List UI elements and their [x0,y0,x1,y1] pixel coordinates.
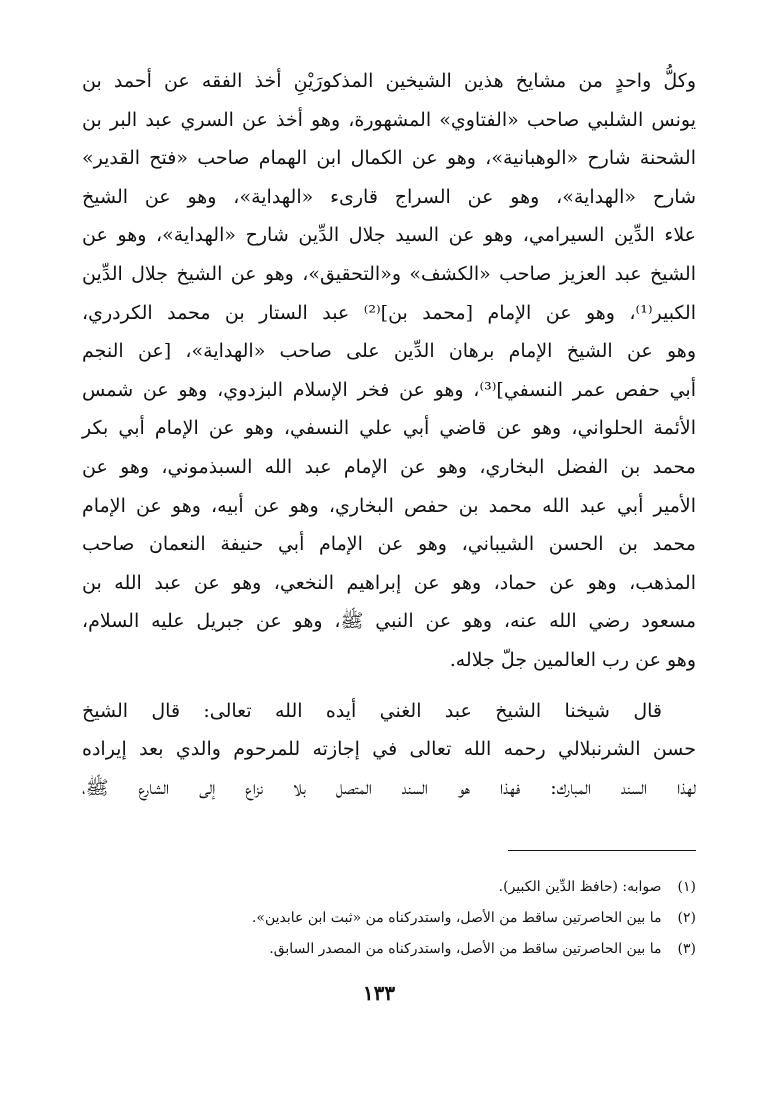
text-line: الشيخ عبد العزيز صاحب «الكشف» و«التحقيق»، وهو عن الشيخ جلال الدِّين [82,262,696,285]
footnote-text: ما بين الحاصرتين ساقط من الأصل، واستدركناه من المصدر السابق. [269,941,662,957]
footnote-number: (٣) [677,941,696,957]
text-line: علاء الدِّين السيرامي، وهو عن السيد جلال الدِّين شارح «الهداية»، وهو عن [82,224,696,247]
paragraph-chain-of-narration [82,62,696,680]
text-line: مسعود رضي الله عنه، وهو عن النبي ﷺ، وهو عن جبريل عليه السلام، [82,610,696,633]
text-line: الأمير أبي عبد الله محمد بن حفص البخاري، وهو عن أبيه، وهو عن الإمام [82,494,696,517]
footnotes [120,872,696,965]
text-line: يونس الشلبي صاحب «الفتاوي» المشهورة، وهو أخذ عن السري عبد البر بن [82,108,696,131]
footnote-number: (١) [677,879,696,895]
text-line: الشحنة شارح «الوهبانية»، وهو عن الكمال ابن الهمام صاحب «فتح القدير» [82,147,696,170]
text-line: حسن الشرنبلالي رحمه الله تعالى في إجازته للمرحوم والدي بعد إيراده [82,738,696,761]
text-line: الكبير⁽¹⁾، وهو عن الإمام [محمد بن]⁽²⁾ عبد الستار بن محمد الكردري، [82,301,696,324]
footnote-2 [120,903,696,934]
text-line: أبي حفص عمر النسفي]⁽³⁾، وهو عن فخر الإسلام البزدوي، وهو عن شمس [82,378,696,401]
text-line: لهذا السند المبارك: فهذا هو السند المتصل بلا نزاع إلى الشارع ﷺ، [82,776,696,799]
footnote-text: صوابه: (حافظ الدِّين الكبير). [498,879,662,895]
main-text [82,62,696,807]
paragraph-sheikh-quote [82,692,696,808]
text-line: شارح «الهداية»، وهو عن السراج قارىء «الهداية»، وهو عن الشيخ [82,185,696,208]
footnote-3 [120,934,696,965]
footnote-divider [508,850,696,851]
page-number: ١٣٣ [362,981,396,1005]
text-line: الأئمة الحلواني، وهو عن قاضي أبي علي النسفي، وهو عن الإمام أبي بكر [82,417,696,440]
footnote-1 [120,872,696,903]
text-line: قال شيخنا الشيخ عبد الغني أيده الله تعالى: قال الشيخ [82,699,662,722]
text-line: وهو عن الشيخ الإمام برهان الدِّين على صاحب «الهداية»، [عن النجم [82,340,696,363]
footnote-text: ما بين الحاصرتين ساقط من الأصل، واستدركناه من «ثبت ابن عابدين». [251,910,662,926]
text-line: وكلُّ واحدٍ من مشايخ هذين الشيخين المذكورَيْنِ أخذ الفقه عن أحمد بن [82,70,696,92]
text-line: محمد بن الفضل البخاري، وهو عن الإمام عبد الله السبذموني، وهو عن [82,455,696,478]
text-line: محمد بن الحسن الشيباني، وهو عن الإمام أبي حنيفة النعمان صاحب [82,533,696,556]
text-line: وهو عن رب العالمين جلّ جلاله. [449,648,696,671]
footnote-number: (٢) [677,910,696,926]
text-line: المذهب، وهو عن حماد، وهو عن إبراهيم النخعي، وهو عن عبد الله بن [82,571,696,594]
